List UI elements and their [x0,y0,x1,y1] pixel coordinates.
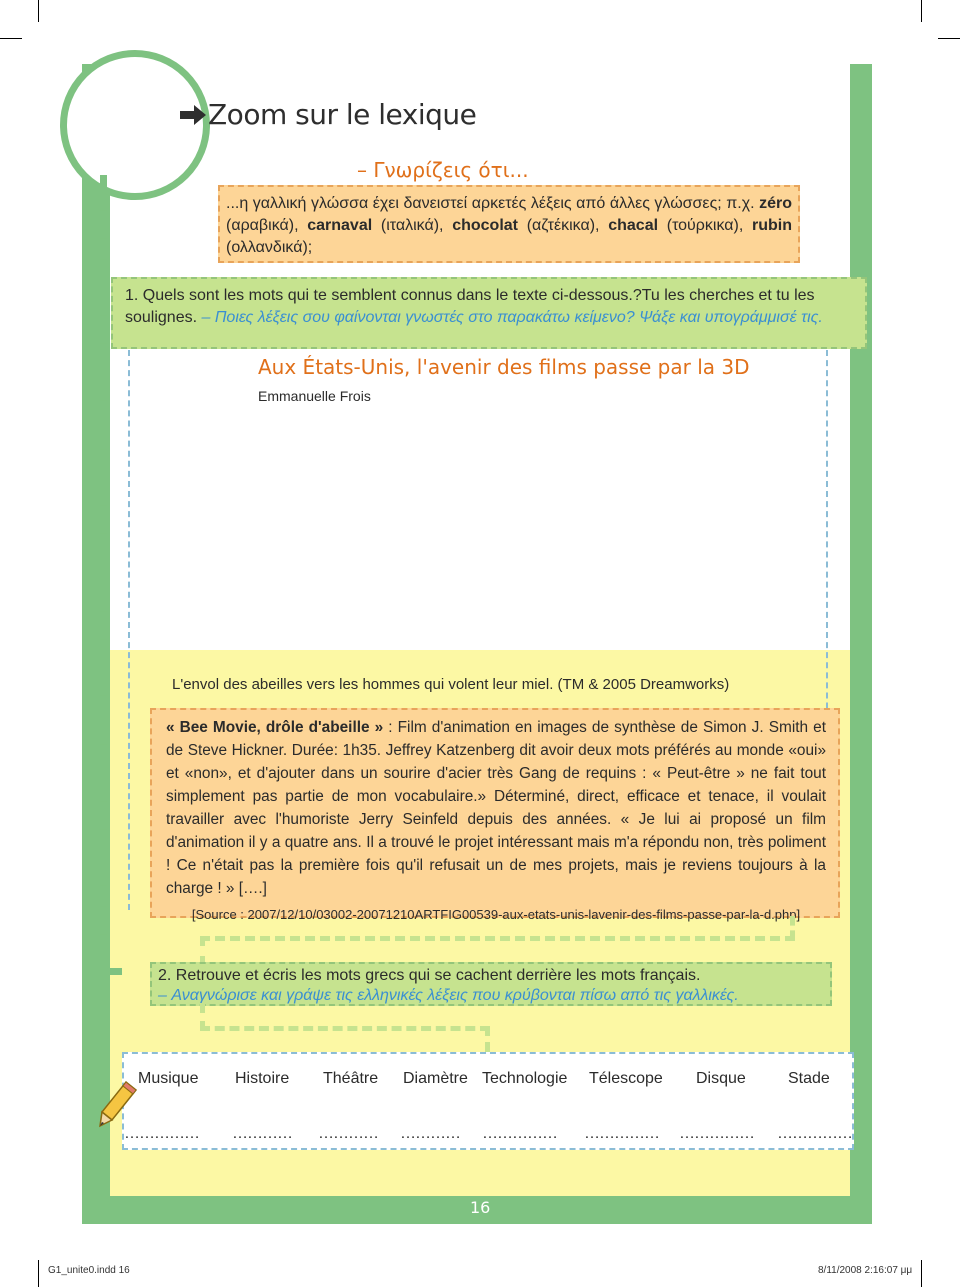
crop-mark [38,0,39,22]
word-cell: Télescope [589,1070,663,1087]
answer-blank[interactable]: …………… [777,1125,852,1142]
answer-blank[interactable]: …………… [584,1125,659,1142]
image-caption: L'envol des abeilles vers les hommes qui volent leur miel. (TM & 2005 Dreamworks) [172,676,730,693]
article-source: [Source : 2007/12/10/03002-20071210ARTFIG00539-aux-etats-unis-lavenir-des-films-passe-par-la-d.php] [191,907,801,922]
title-text: Zoom sur le lexique [208,98,477,131]
left-dashed-hook [100,968,122,975]
word-cell: Diamètre [403,1070,468,1087]
footer-date: 8/11/2008 2:16:07 μμ [818,1265,913,1276]
word-cell: Théâtre [323,1070,379,1087]
crop-mark [38,1260,39,1287]
word-cell: Musique [138,1070,199,1087]
word-cell: Stade [788,1070,830,1087]
word-cell: Histoire [235,1070,290,1087]
page-title [178,98,476,131]
exercise-2-instruction: 2. Retrouve et écris les mots grecs qui se cachent derrière les mots français. – Αναγνώρισε και γράψε τις ελληνικές λέξεις που κρύβονται πίσω από τις γαλλικές. [150,962,832,1006]
connector-line [200,936,795,941]
crop-mark [921,0,922,22]
section-subtitle: – Γνωρίζεις ότι... [357,158,529,182]
article-text-box: « Bee Movie, drôle d'abeille » : Film d'animation en images de synthèse de Simon J. Smith et de Steve Hickner. Durée: 1h35. Jeffrey Katzenberg dit avoir deux mots préférés au monde «oui» et «non», et d'ajouter dans un sourire d'acier très Gang de requins : « Peut-être » ne fait tout simplement pas partie de mon vocabulaire.» Déterminé, direct, efficace et tenace, il voulait travailler avec l'humoriste Jerry Seinfeld depuis des années. « Je lui ai proposé un film d'animation il y a quatre ans. Il a trouvé le projet intéressant mais m'a répondu non, très poliment ! Ce n'était pas la première fois qu'il refusait un de mes projets, mais je reviens toujours à la charge ! » [….] [Source : 2007/12/10/03002-20071210ARTFIG00539-aux-etats-unis-lavenir-des-films-passe-par-la-d.php] [150,708,840,918]
footer-filename: G1_unite0.indd 16 [48,1265,130,1276]
connector-line [200,1026,490,1031]
crop-mark [921,1260,922,1287]
pencil-icon [98,1080,138,1128]
exercise-1-instruction: 1. Quels sont les mots qui te semblent connus dans le texte ci-dessous.?Tu les cherches et tu les soulignes. – Ποιες λέξεις σου φαίνονται γνωστές στο παρακάτω κείμενο? Ψάξε και υπογράμμισέ τις. [111,277,867,349]
answer-blank[interactable]: …………… [482,1125,557,1142]
crop-mark [938,38,960,39]
word-cell: Technologie [482,1070,568,1087]
answer-blank[interactable]: ………… [232,1125,292,1142]
answer-blank[interactable]: …………… [679,1125,754,1142]
left-dashed-line [100,175,107,970]
answer-blank[interactable]: …………… [124,1125,199,1142]
answer-blank[interactable]: ………… [318,1125,378,1142]
article-author: Emmanuelle Frois [258,388,371,404]
crop-mark [0,38,22,39]
arrow-icon [178,104,208,126]
info-box: ...η γαλλική γλώσσα έχει δανειστεί αρκετές λέξεις από άλλες γλώσσες; π.χ. zéro (αραβικά), carnaval (ιταλικά), chocolat (αζτέκικα), chacal (τούρκικα), rubin (ολλανδικά); [218,185,800,263]
answer-blank[interactable]: ………… [400,1125,460,1142]
word-cell: Disque [696,1070,746,1087]
connector-line [485,1026,490,1052]
article-title: Aux États-Unis, l'avenir des films passe par la 3D [258,355,750,379]
connector-line [790,916,795,940]
page-number: 16 [470,1198,491,1217]
